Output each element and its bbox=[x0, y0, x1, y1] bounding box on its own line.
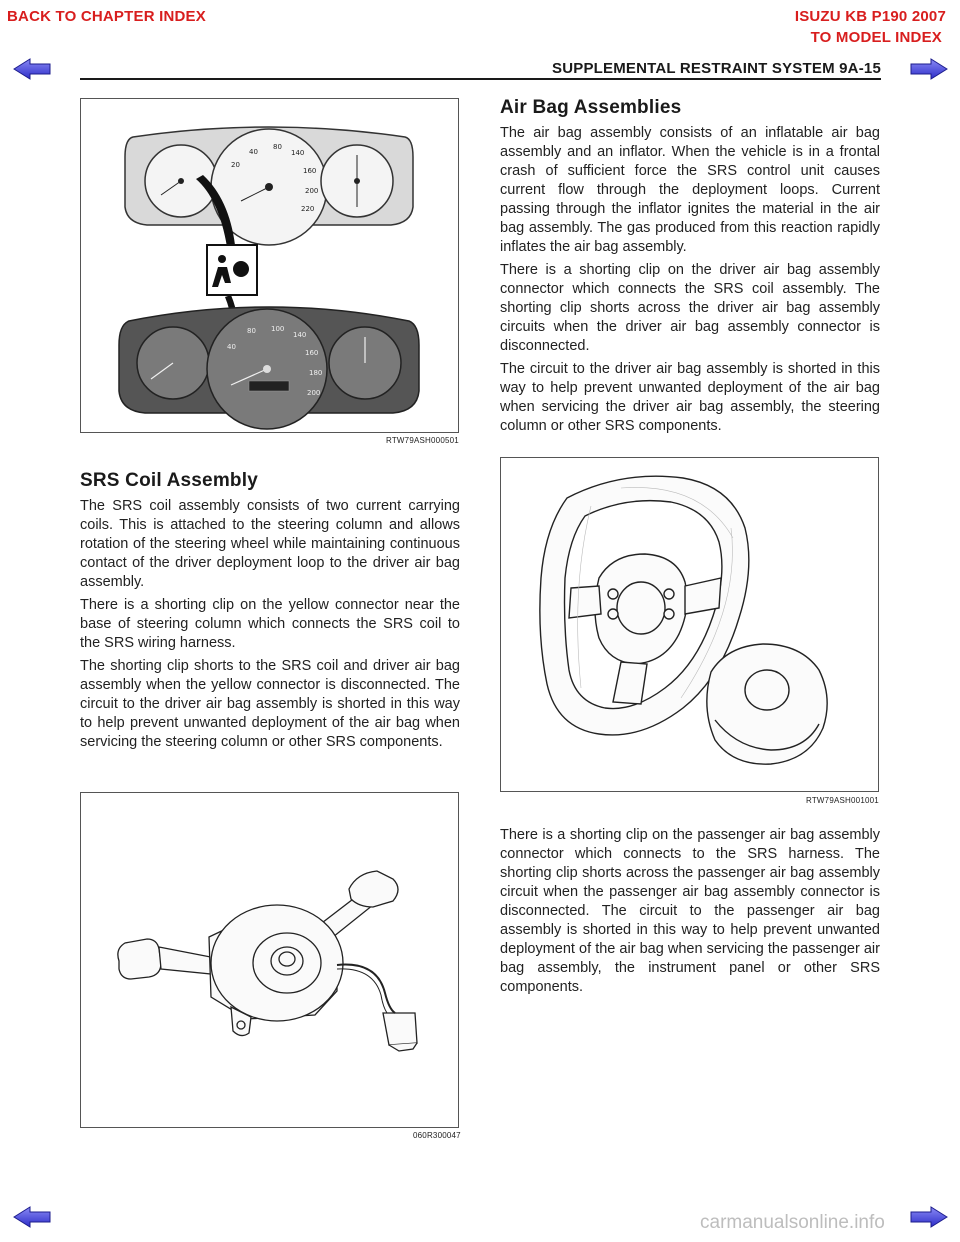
srs-coil-paragraph: There is a shorting clip on the yellow connector near the base of steering column which connects the SRS coil to the SRS wiring harness. bbox=[80, 597, 460, 651]
svg-text:200: 200 bbox=[307, 389, 321, 397]
coil-assembly-figure-caption: 060R300047 bbox=[413, 1131, 461, 1140]
srs-coil-paragraph: The SRS coil assembly consists of two current carrying coils. This is attached to the steering column and allows rotation of the steering wheel while maintaining continuous contact of the driver deployment loop to the driver air bag assembly. bbox=[80, 498, 460, 590]
air-bag-assemblies-heading: Air Bag Assemblies bbox=[500, 97, 682, 118]
svg-text:160: 160 bbox=[305, 349, 319, 357]
model-title-link[interactable]: ISUZU KB P190 2007 bbox=[794, 8, 946, 25]
svg-text:220: 220 bbox=[301, 205, 315, 213]
air-bag-paragraph: The circuit to the driver air bag assembly is shorted in this way to help prevent unwanted deployment of the air bag when servicing the driver air bag assembly, the steering column or other SRS components. bbox=[500, 361, 880, 434]
srs-coil-paragraph: The shorting clip shorts to the SRS coil and driver air bag assembly when the yellow connector is disconnected. The circuit to the driver air bag assembly is shorted in this way to help prevent unwanted deployment of the air bag when servicing the steering column or other SRS components. bbox=[80, 658, 460, 750]
instrument-cluster-figure bbox=[80, 98, 459, 433]
steering-wheel-airbag-figure bbox=[500, 457, 879, 792]
svg-text:200: 200 bbox=[305, 187, 319, 195]
previous-page-arrow-icon[interactable] bbox=[12, 1205, 52, 1229]
svg-text:160: 160 bbox=[303, 167, 317, 175]
svg-text:100: 100 bbox=[271, 325, 285, 333]
back-to-chapter-index-link[interactable]: BACK TO CHAPTER INDEX bbox=[7, 8, 206, 25]
steering-wheel-airbag-figure-caption: RTW79ASH001001 bbox=[806, 796, 879, 805]
air-bag-paragraph: There is a shorting clip on the driver air bag assembly connector which connects the SRS coil assembly. The shorting clip shorts across the driver air bag assembly circuits when the driver air bag assembly connector is disconnected. bbox=[500, 262, 880, 354]
instrument-cluster-illustration bbox=[81, 99, 458, 432]
svg-text:140: 140 bbox=[291, 149, 305, 157]
svg-text:40: 40 bbox=[249, 148, 258, 156]
coil-assembly-figure bbox=[80, 792, 459, 1128]
air-bag-paragraph: There is a shorting clip on the passenger air bag assembly connector which connects to the SRS harness. The shorting clip shorts across the passenger air bag assembly circuit when the passenger air bag assembly connector is disconnected. The circuit to the passenger air bag assembly is shorted in this way to help prevent unwanted deployment of the air bag when servicing the passenger air bag assembly, the instrument panel or other SRS components. bbox=[500, 827, 880, 995]
svg-text:140: 140 bbox=[293, 331, 307, 339]
air-bag-paragraph: The air bag assembly consists of an inflatable air bag assembly and an inflator. When the vehicle is in a frontal crash of sufficient force the SRS control unit causes current flow through the deployment loops. Current passing through the inflator ignites the material in the air bag assembly. The gas produced from this reaction rapidly inflates the air bag assembly. bbox=[500, 125, 880, 255]
site-watermark: carmanualsonline.info bbox=[700, 1212, 885, 1233]
next-page-arrow-icon[interactable] bbox=[909, 57, 949, 81]
page-header-title: SUPPLEMENTAL RESTRAINT SYSTEM 9A-15 bbox=[552, 60, 881, 77]
to-model-index-link[interactable]: TO MODEL INDEX bbox=[810, 29, 942, 46]
coil-assembly-illustration bbox=[81, 793, 458, 1127]
passenger-air-bag-body bbox=[500, 826, 880, 1001]
instrument-cluster-figure-caption: RTW79ASH000501 bbox=[386, 436, 459, 445]
srs-coil-body bbox=[80, 497, 460, 756]
svg-text:180: 180 bbox=[309, 369, 323, 377]
air-bag-assemblies-body bbox=[500, 124, 880, 440]
svg-text:20: 20 bbox=[231, 161, 240, 169]
steering-wheel-airbag-illustration bbox=[501, 458, 878, 791]
svg-text:80: 80 bbox=[273, 143, 282, 151]
next-page-arrow-icon[interactable] bbox=[909, 1205, 949, 1229]
svg-text:80: 80 bbox=[247, 327, 256, 335]
srs-coil-heading: SRS Coil Assembly bbox=[80, 470, 258, 491]
header-divider bbox=[80, 78, 881, 80]
svg-text:40: 40 bbox=[227, 343, 236, 351]
